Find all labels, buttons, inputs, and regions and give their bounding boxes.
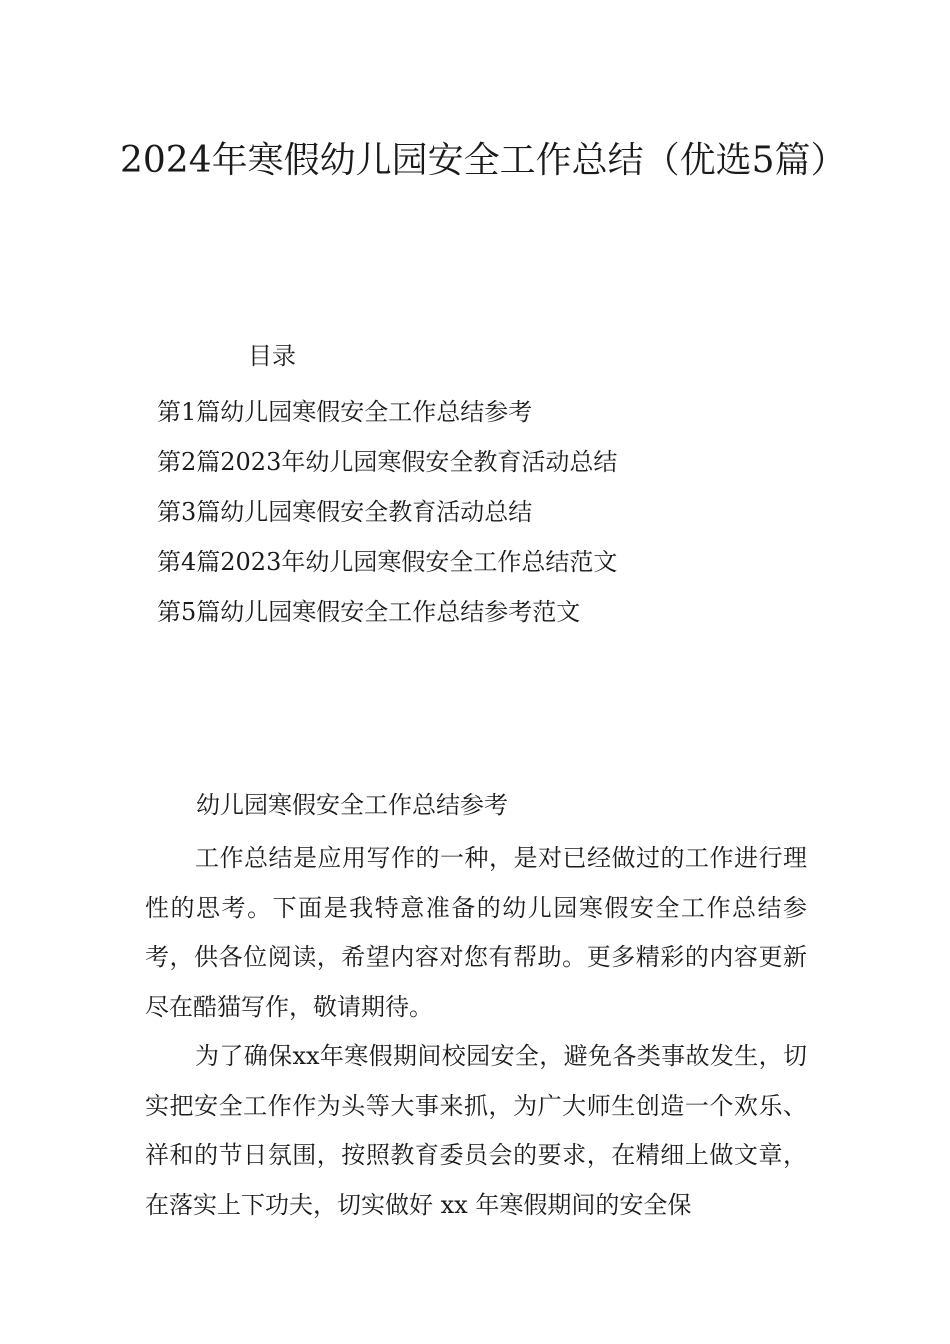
table-of-contents (157, 387, 617, 637)
body-paragraph: 工作总结是应用写作的一种，是对已经做过的工作进行理性的思考。下面是我特意准备的幼儿园寒假安全工作总结参考，供各位阅读，希望内容对您有帮助。更多精彩的内容更新尽在酷猫写作，敬请期待。 (145, 844, 807, 1021)
section-heading: 幼儿园寒假安全工作总结参考 (196, 791, 508, 819)
body-paragraph: 为了确保xx年寒假期间校园安全，避免各类事故发生，切实把安全工作作为头等大事来抓，为广大师生创造一个欢乐、祥和的节日氛围，按照教育委员会的要求，在精细上做文章，在落实上下功夫，切实做好 xx 年寒假期间的安全保 (145, 1042, 807, 1219)
toc-item[interactable]: 第1篇幼儿园寒假安全工作总结参考 (157, 398, 533, 426)
toc-item[interactable]: 第4篇2023年幼儿园寒假安全工作总结范文 (157, 548, 618, 576)
toc-item[interactable]: 第2篇2023年幼儿园寒假安全教育活动总结 (157, 448, 618, 476)
toc-item[interactable]: 第3篇幼儿园寒假安全教育活动总结 (157, 498, 533, 526)
document-title: 2024年寒假幼儿园安全工作总结（优选5篇） (120, 140, 847, 181)
toc-item[interactable]: 第5篇幼儿园寒假安全工作总结参考范文 (157, 598, 581, 626)
toc-heading: 目录 (248, 342, 296, 370)
